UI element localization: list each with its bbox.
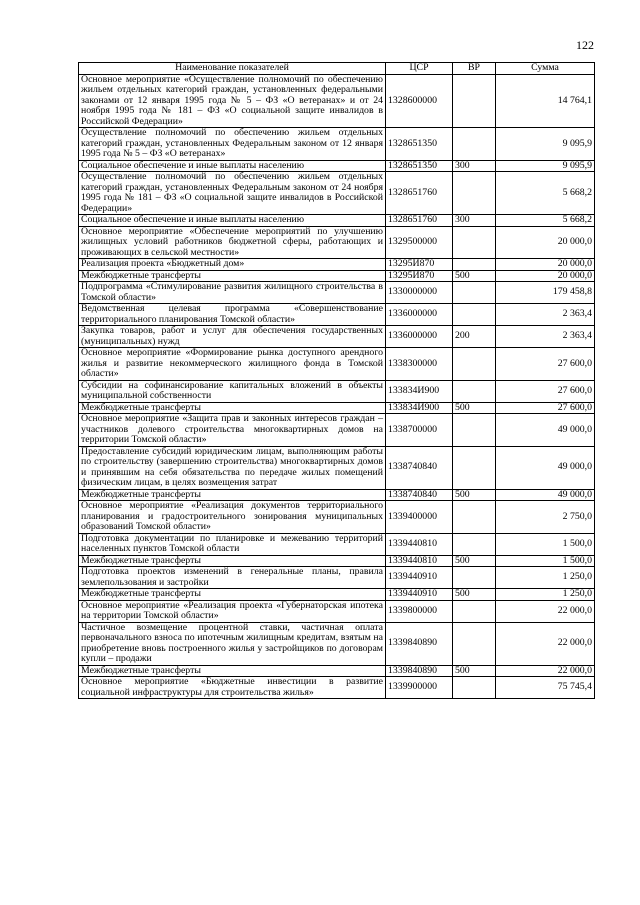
- table-row: [79, 555, 595, 567]
- table-row: [79, 282, 595, 304]
- row-csr-cell: 1339440910: [386, 567, 453, 589]
- row-sum-cell: 5 668,2: [496, 172, 595, 215]
- row-vr-cell: 300: [453, 215, 496, 227]
- row-sum-cell: 75 745,4: [496, 677, 595, 699]
- table-row: [79, 74, 595, 128]
- table-row: [79, 446, 595, 489]
- row-csr-cell: 1338700000: [386, 414, 453, 447]
- row-vr-cell: [453, 226, 496, 259]
- row-name-cell: Межбюджетные трансферты: [79, 665, 386, 677]
- table-row: [79, 402, 595, 414]
- row-csr-cell: 1339900000: [386, 677, 453, 699]
- row-sum-cell: 22 000,0: [496, 665, 595, 677]
- row-csr-cell: 1339800000: [386, 600, 453, 622]
- row-csr-cell: 1328651760: [386, 172, 453, 215]
- row-name-cell: Основное мероприятие «Реализация проекта «Губернаторская ипотека на территории Томской области»: [79, 600, 386, 622]
- row-vr-cell: [453, 282, 496, 304]
- row-csr-cell: 1338740840: [386, 446, 453, 489]
- row-sum-cell: 1 250,0: [496, 589, 595, 601]
- header-csr: ЦСР: [386, 63, 453, 75]
- row-sum-cell: 1 250,0: [496, 567, 595, 589]
- row-csr-cell: 1339440810: [386, 555, 453, 567]
- row-name-cell: Осуществление полномочий по обеспечению жильем отдельных категорий граждан, установленных Федеральным законом от 24 ноября 1995 года № 181 – ФЗ «О социальной защите инвалидов в Российской Федерации»: [79, 172, 386, 215]
- table-row: [79, 259, 595, 271]
- row-csr-cell: 1328651760: [386, 215, 453, 227]
- table-row: [79, 677, 595, 699]
- table-header-row: [79, 63, 595, 75]
- row-sum-cell: 27 600,0: [496, 402, 595, 414]
- row-vr-cell: 300: [453, 160, 496, 172]
- row-name-cell: Социальное обеспечение и иные выплаты населению: [79, 160, 386, 172]
- row-sum-cell: 14 764,1: [496, 74, 595, 128]
- row-csr-cell: 133834И900: [386, 402, 453, 414]
- table-row: [79, 589, 595, 601]
- row-name-cell: Предоставление субсидий юридическим лицам, выполняющим работы по строительству (завершению строительства) многоквартирных домов и принявшим на себя обязательства по передаче жилых помещений физическим лицам, в целях возмещения затрат: [79, 446, 386, 489]
- row-name-cell: Частичное возмещение процентной ставки, частичная оплата первоначального взноса по ипотечным жилищным кредитам, взятым на приобретение вновь построенного жилья у застройщиков по договорам купли – продажи: [79, 622, 386, 665]
- row-sum-cell: 27 600,0: [496, 348, 595, 381]
- row-sum-cell: 179 458,8: [496, 282, 595, 304]
- row-csr-cell: 13295И870: [386, 259, 453, 271]
- row-vr-cell: 500: [453, 402, 496, 414]
- table-row: [79, 622, 595, 665]
- row-vr-cell: [453, 304, 496, 326]
- row-sum-cell: 2 363,4: [496, 304, 595, 326]
- row-name-cell: Реализация проекта «Бюджетный дом»: [79, 259, 386, 271]
- row-vr-cell: [453, 74, 496, 128]
- row-csr-cell: 1338740840: [386, 489, 453, 501]
- row-csr-cell: 1339400000: [386, 501, 453, 534]
- row-csr-cell: 1330000000: [386, 282, 453, 304]
- budget-table: [78, 62, 595, 699]
- table-row: [79, 304, 595, 326]
- row-name-cell: Основное мероприятие «Бюджетные инвестиции в развитие социальной инфраструктуры для строительства жилья»: [79, 677, 386, 699]
- row-vr-cell: [453, 533, 496, 555]
- table-row: [79, 533, 595, 555]
- table-row: [79, 160, 595, 172]
- table-row: [79, 600, 595, 622]
- row-vr-cell: 500: [453, 489, 496, 501]
- row-vr-cell: [453, 259, 496, 271]
- row-vr-cell: [453, 380, 496, 402]
- row-name-cell: Подготовка документации по планировке и межеванию территорий населенных пунктов Томской области: [79, 533, 386, 555]
- table-row: [79, 326, 595, 348]
- table-row: [79, 501, 595, 534]
- row-name-cell: Закупка товаров, работ и услуг для обеспечения государственных (муниципальных) нужд: [79, 326, 386, 348]
- table-row: [79, 128, 595, 161]
- row-vr-cell: [453, 567, 496, 589]
- row-csr-cell: 1339440810: [386, 533, 453, 555]
- row-sum-cell: 22 000,0: [496, 622, 595, 665]
- row-csr-cell: 133834И900: [386, 380, 453, 402]
- row-sum-cell: 2 750,0: [496, 501, 595, 534]
- table-row: [79, 348, 595, 381]
- row-name-cell: Подготовка проектов изменений в генеральные планы, правила землепользования и застройки: [79, 567, 386, 589]
- row-csr-cell: 1328600000: [386, 74, 453, 128]
- row-vr-cell: [453, 446, 496, 489]
- row-vr-cell: [453, 348, 496, 381]
- header-sum: Сумма: [496, 63, 595, 75]
- row-name-cell: Осуществление полномочий по обеспечению жильем отдельных категорий граждан, установленных Федеральным законом от 12 января 1995 года № 5 – ФЗ «О ветеранах»: [79, 128, 386, 161]
- row-csr-cell: 1328651350: [386, 160, 453, 172]
- row-csr-cell: 13295И870: [386, 270, 453, 282]
- row-sum-cell: 49 000,0: [496, 414, 595, 447]
- row-name-cell: Межбюджетные трансферты: [79, 555, 386, 567]
- row-sum-cell: 49 000,0: [496, 446, 595, 489]
- row-sum-cell: 5 668,2: [496, 215, 595, 227]
- row-sum-cell: 9 095,9: [496, 160, 595, 172]
- row-csr-cell: 1328651350: [386, 128, 453, 161]
- row-name-cell: Социальное обеспечение и иные выплаты населению: [79, 215, 386, 227]
- table-row: [79, 567, 595, 589]
- row-sum-cell: 2 363,4: [496, 326, 595, 348]
- row-name-cell: Основное мероприятие «Реализация документов территориального планирования и градостроительного зонирования муниципальных образований Томской области»: [79, 501, 386, 534]
- row-sum-cell: 20 000,0: [496, 226, 595, 259]
- table-row: [79, 665, 595, 677]
- row-sum-cell: 22 000,0: [496, 600, 595, 622]
- row-sum-cell: 20 000,0: [496, 270, 595, 282]
- table-row: [79, 215, 595, 227]
- row-name-cell: Межбюджетные трансферты: [79, 270, 386, 282]
- row-name-cell: Межбюджетные трансферты: [79, 402, 386, 414]
- row-csr-cell: 1338300000: [386, 348, 453, 381]
- row-name-cell: Основное мероприятие «Формирование рынка доступного арендного жилья и развитие некоммерческого жилищного фонда в Томской области»: [79, 348, 386, 381]
- row-vr-cell: 500: [453, 555, 496, 567]
- row-csr-cell: 1339840890: [386, 622, 453, 665]
- table-row: [79, 380, 595, 402]
- row-vr-cell: [453, 677, 496, 699]
- row-vr-cell: [453, 501, 496, 534]
- row-name-cell: Основное мероприятие «Защита прав и законных интересов граждан – участников долевого строительства многоквартирных домов на территории Томской области»: [79, 414, 386, 447]
- row-sum-cell: 49 000,0: [496, 489, 595, 501]
- row-csr-cell: 1339840890: [386, 665, 453, 677]
- row-vr-cell: 500: [453, 270, 496, 282]
- row-name-cell: Субсидии на софинансирование капитальных вложений в объекты муниципальной собственности: [79, 380, 386, 402]
- row-vr-cell: [453, 622, 496, 665]
- row-name-cell: Подпрограмма «Стимулирование развития жилищного строительства в Томской области»: [79, 282, 386, 304]
- table-row: [79, 226, 595, 259]
- row-name-cell: Межбюджетные трансферты: [79, 489, 386, 501]
- row-name-cell: Основное мероприятие «Осуществление полномочий по обеспечению жильем отдельных категорий граждан, установленных федеральными законами от 12 января 1995 года № 5 – ФЗ «О ветеранах» и от 24 ноября 1995 года № 181 – ФЗ «О социальной защите инвалидов в Российской Федерации»: [79, 74, 386, 128]
- row-name-cell: Основное мероприятие «Обеспечение мероприятий по улучшению жилищных условий работников бюджетной сферы, работающих и проживающих в сельской местности»: [79, 226, 386, 259]
- row-csr-cell: 1329500000: [386, 226, 453, 259]
- row-sum-cell: 1 500,0: [496, 533, 595, 555]
- header-name: Наименование показателей: [79, 63, 386, 75]
- row-csr-cell: 1336000000: [386, 304, 453, 326]
- row-vr-cell: [453, 128, 496, 161]
- page-number: 122: [576, 38, 594, 52]
- table-row: [79, 414, 595, 447]
- row-vr-cell: 500: [453, 665, 496, 677]
- row-sum-cell: 1 500,0: [496, 555, 595, 567]
- row-vr-cell: [453, 414, 496, 447]
- row-name-cell: Ведомственная целевая программа «Совершенствование территориального планирования Томской области»: [79, 304, 386, 326]
- row-sum-cell: 9 095,9: [496, 128, 595, 161]
- row-csr-cell: 1339440910: [386, 589, 453, 601]
- header-vr: ВР: [453, 63, 496, 75]
- table-body: [79, 74, 595, 699]
- table-row: [79, 172, 595, 215]
- table-row: [79, 489, 595, 501]
- row-vr-cell: [453, 600, 496, 622]
- row-vr-cell: 200: [453, 326, 496, 348]
- row-csr-cell: 1336000000: [386, 326, 453, 348]
- row-name-cell: Межбюджетные трансферты: [79, 589, 386, 601]
- table-row: [79, 270, 595, 282]
- row-sum-cell: 27 600,0: [496, 380, 595, 402]
- row-vr-cell: 500: [453, 589, 496, 601]
- row-sum-cell: 20 000,0: [496, 259, 595, 271]
- row-vr-cell: [453, 172, 496, 215]
